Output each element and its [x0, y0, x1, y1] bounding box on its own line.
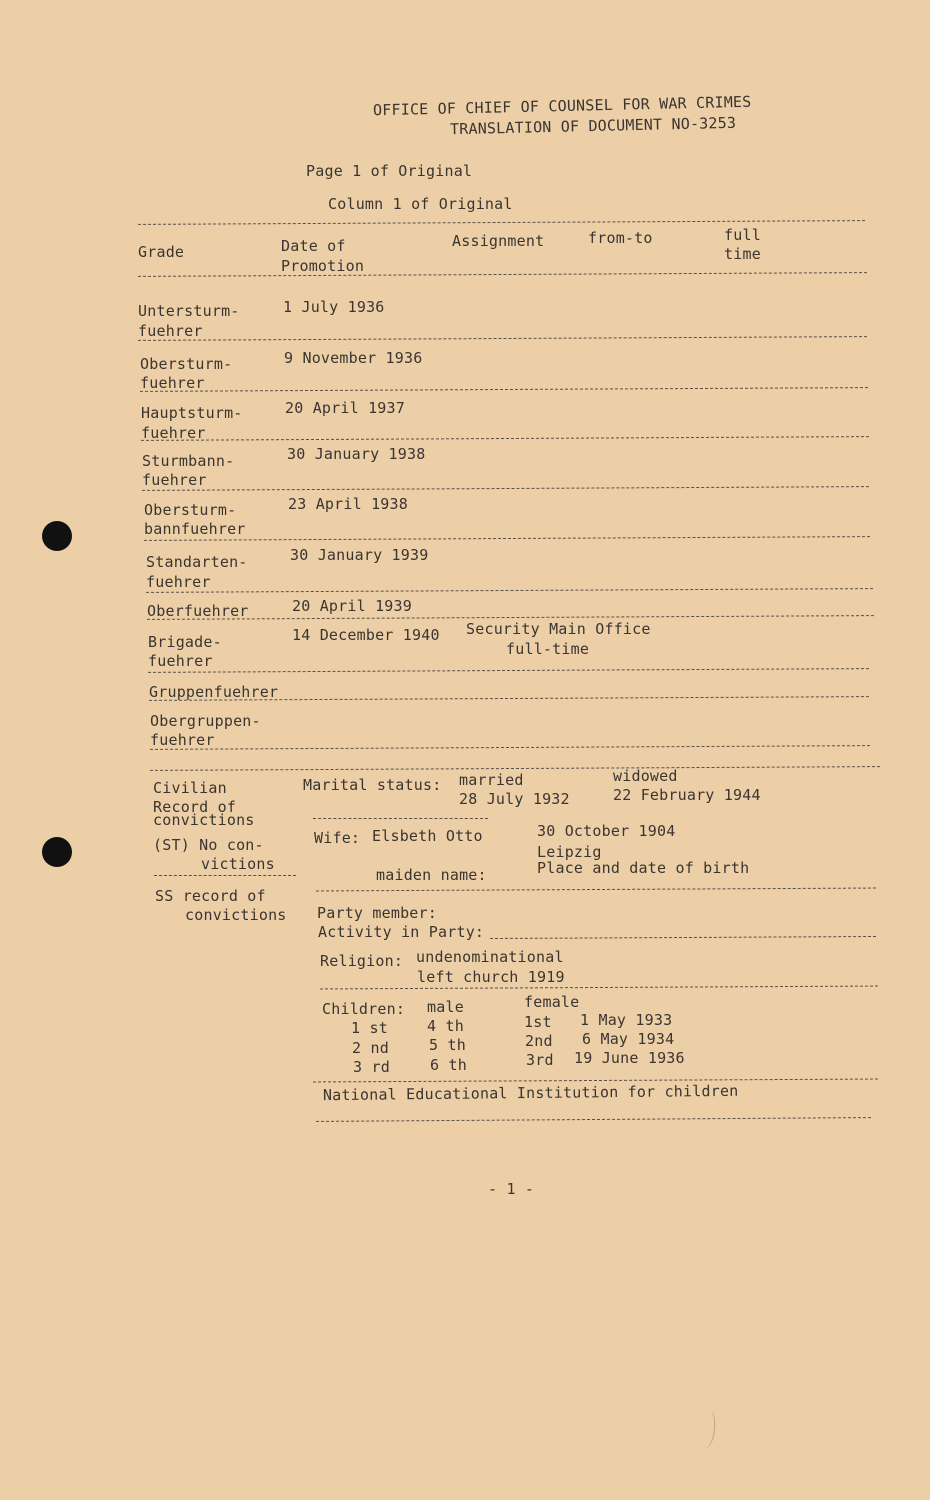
date-3: 20 April 1937 — [285, 399, 405, 417]
marital-status-label: Marital status: — [303, 776, 442, 794]
male-ordinal-b-1: 4 th — [427, 1017, 464, 1035]
row-rule — [146, 588, 873, 593]
col-date-line2: Promotion — [281, 257, 365, 275]
wife-birth-place: Leipzig — [537, 843, 602, 861]
grade-1-cont: fuehrer — [138, 322, 203, 340]
record-label-2: convictions — [153, 811, 255, 829]
party-activity-label: Activity in Party: — [318, 923, 485, 941]
wife-label: Wife: — [314, 829, 361, 847]
page-number: - 1 - — [488, 1180, 535, 1198]
date-6: 30 January 1939 — [290, 546, 429, 564]
grade-4-cont: fuehrer — [142, 471, 207, 489]
row-rule — [142, 486, 869, 491]
punch-hole-bottom — [42, 837, 72, 867]
translation-heading: TRANSLATION OF DOCUMENT NO-3253 — [449, 113, 737, 139]
male-label: male — [427, 998, 464, 1016]
male-ordinal-a-2: 2 nd — [352, 1039, 389, 1057]
male-ordinal-a-1: 1 st — [351, 1019, 388, 1037]
page-reference: Page 1 of Original — [306, 162, 473, 180]
grade-2: Obersturm- — [140, 355, 233, 373]
grade-5-cont: bannfuehrer — [144, 520, 246, 538]
grade-3: Hauptsturm- — [141, 404, 243, 422]
col-full-time-line1: full — [724, 226, 761, 244]
header-rule-top — [138, 220, 865, 225]
grade-9: Gruppenfuehrer — [149, 683, 279, 701]
place-date-birth-label: Place and date of birth — [537, 859, 750, 877]
bottom-rule — [316, 1117, 871, 1122]
date-1: 1 July 1936 — [283, 298, 385, 316]
grade-10: Obergruppen- — [150, 712, 261, 730]
date-8: 14 December 1940 — [292, 626, 440, 644]
left-rule — [154, 875, 296, 876]
grade-2-cont: fuehrer — [140, 374, 205, 392]
national-education: National Educational Institution for children — [322, 1081, 739, 1105]
pencil-mark — [698, 1409, 717, 1448]
grade-6-cont: fuehrer — [146, 573, 211, 591]
female-ordinal-3: 3rd — [526, 1051, 554, 1069]
female-date-3: 19 June 1936 — [574, 1049, 685, 1067]
grade-10-cont: fuehrer — [150, 731, 215, 749]
female-label: female — [524, 993, 580, 1011]
col-assignment: Assignment — [452, 232, 545, 250]
row-rule — [140, 387, 868, 392]
party-member-label: Party member: — [317, 904, 437, 922]
date-7: 20 April 1939 — [292, 597, 412, 615]
full-time-8: full-time — [506, 640, 590, 658]
column-reference: Column 1 of Original — [328, 195, 513, 213]
row-rule — [148, 668, 869, 673]
grade-3-cont: fuehrer — [141, 424, 206, 442]
grade-8-cont: fuehrer — [148, 652, 213, 670]
row-rule — [144, 536, 870, 541]
office-heading: OFFICE OF CHIEF OF COUNSEL FOR WAR CRIMES — [372, 92, 752, 120]
row-rule — [138, 336, 867, 341]
religion-rule — [320, 986, 878, 990]
ss-record-1: SS record of — [155, 887, 266, 905]
male-ordinal-b-2: 5 th — [429, 1036, 466, 1054]
header-rule-bottom — [138, 272, 867, 277]
wife-name: Elsbeth Otto — [372, 827, 483, 845]
marital-rule — [313, 818, 488, 819]
widowed: widowed — [613, 767, 678, 785]
col-full-time-line2: time — [724, 245, 761, 263]
children-rule — [313, 1079, 878, 1083]
widowed-date: 22 February 1944 — [613, 786, 761, 804]
female-date-1: 1 May 1933 — [580, 1011, 673, 1029]
male-ordinal-b-3: 6 th — [430, 1056, 467, 1074]
date-4: 30 January 1938 — [287, 445, 426, 463]
date-2: 9 November 1936 — [284, 349, 423, 367]
grade-7: Oberfuehrer — [147, 602, 249, 620]
record-label-1: Record of — [153, 798, 237, 816]
left-church: left church 1919 — [417, 968, 565, 986]
married-date: 28 July 1932 — [459, 790, 570, 808]
wife-rule — [316, 888, 876, 892]
assignment-8: Security Main Office — [466, 620, 651, 638]
date-5: 23 April 1938 — [288, 495, 408, 513]
col-from-to: from-to — [588, 229, 653, 247]
st-convictions-1: (ST) No con- — [153, 836, 264, 854]
religion-value: undenominational — [416, 948, 564, 966]
party-rule — [490, 936, 876, 939]
civilian-label: Civilian — [153, 779, 227, 797]
row-rule — [141, 436, 869, 441]
row-rule — [150, 745, 870, 750]
wife-birth-date: 30 October 1904 — [537, 822, 676, 840]
grade-6: Standarten- — [146, 553, 248, 571]
married: married — [459, 771, 524, 789]
punch-hole-top — [42, 521, 72, 551]
religion-label: Religion: — [320, 952, 404, 970]
grade-4: Sturmbann- — [142, 452, 235, 470]
female-date-2: 6 May 1934 — [582, 1030, 675, 1048]
ss-record-2: convictions — [185, 906, 287, 924]
female-ordinal-1: 1st — [524, 1013, 552, 1031]
children-label: Children: — [322, 1000, 406, 1018]
grade-1: Untersturm- — [138, 302, 240, 320]
col-date-line1: Date of — [281, 237, 346, 255]
maiden-name-label: maiden name: — [376, 866, 487, 884]
st-convictions-2: victions — [201, 855, 275, 873]
grade-8: Brigade- — [148, 633, 222, 651]
female-ordinal-2: 2nd — [525, 1032, 553, 1050]
grade-5: Obersturm- — [144, 501, 237, 519]
col-grade: Grade — [138, 243, 185, 261]
male-ordinal-a-3: 3 rd — [353, 1058, 390, 1076]
